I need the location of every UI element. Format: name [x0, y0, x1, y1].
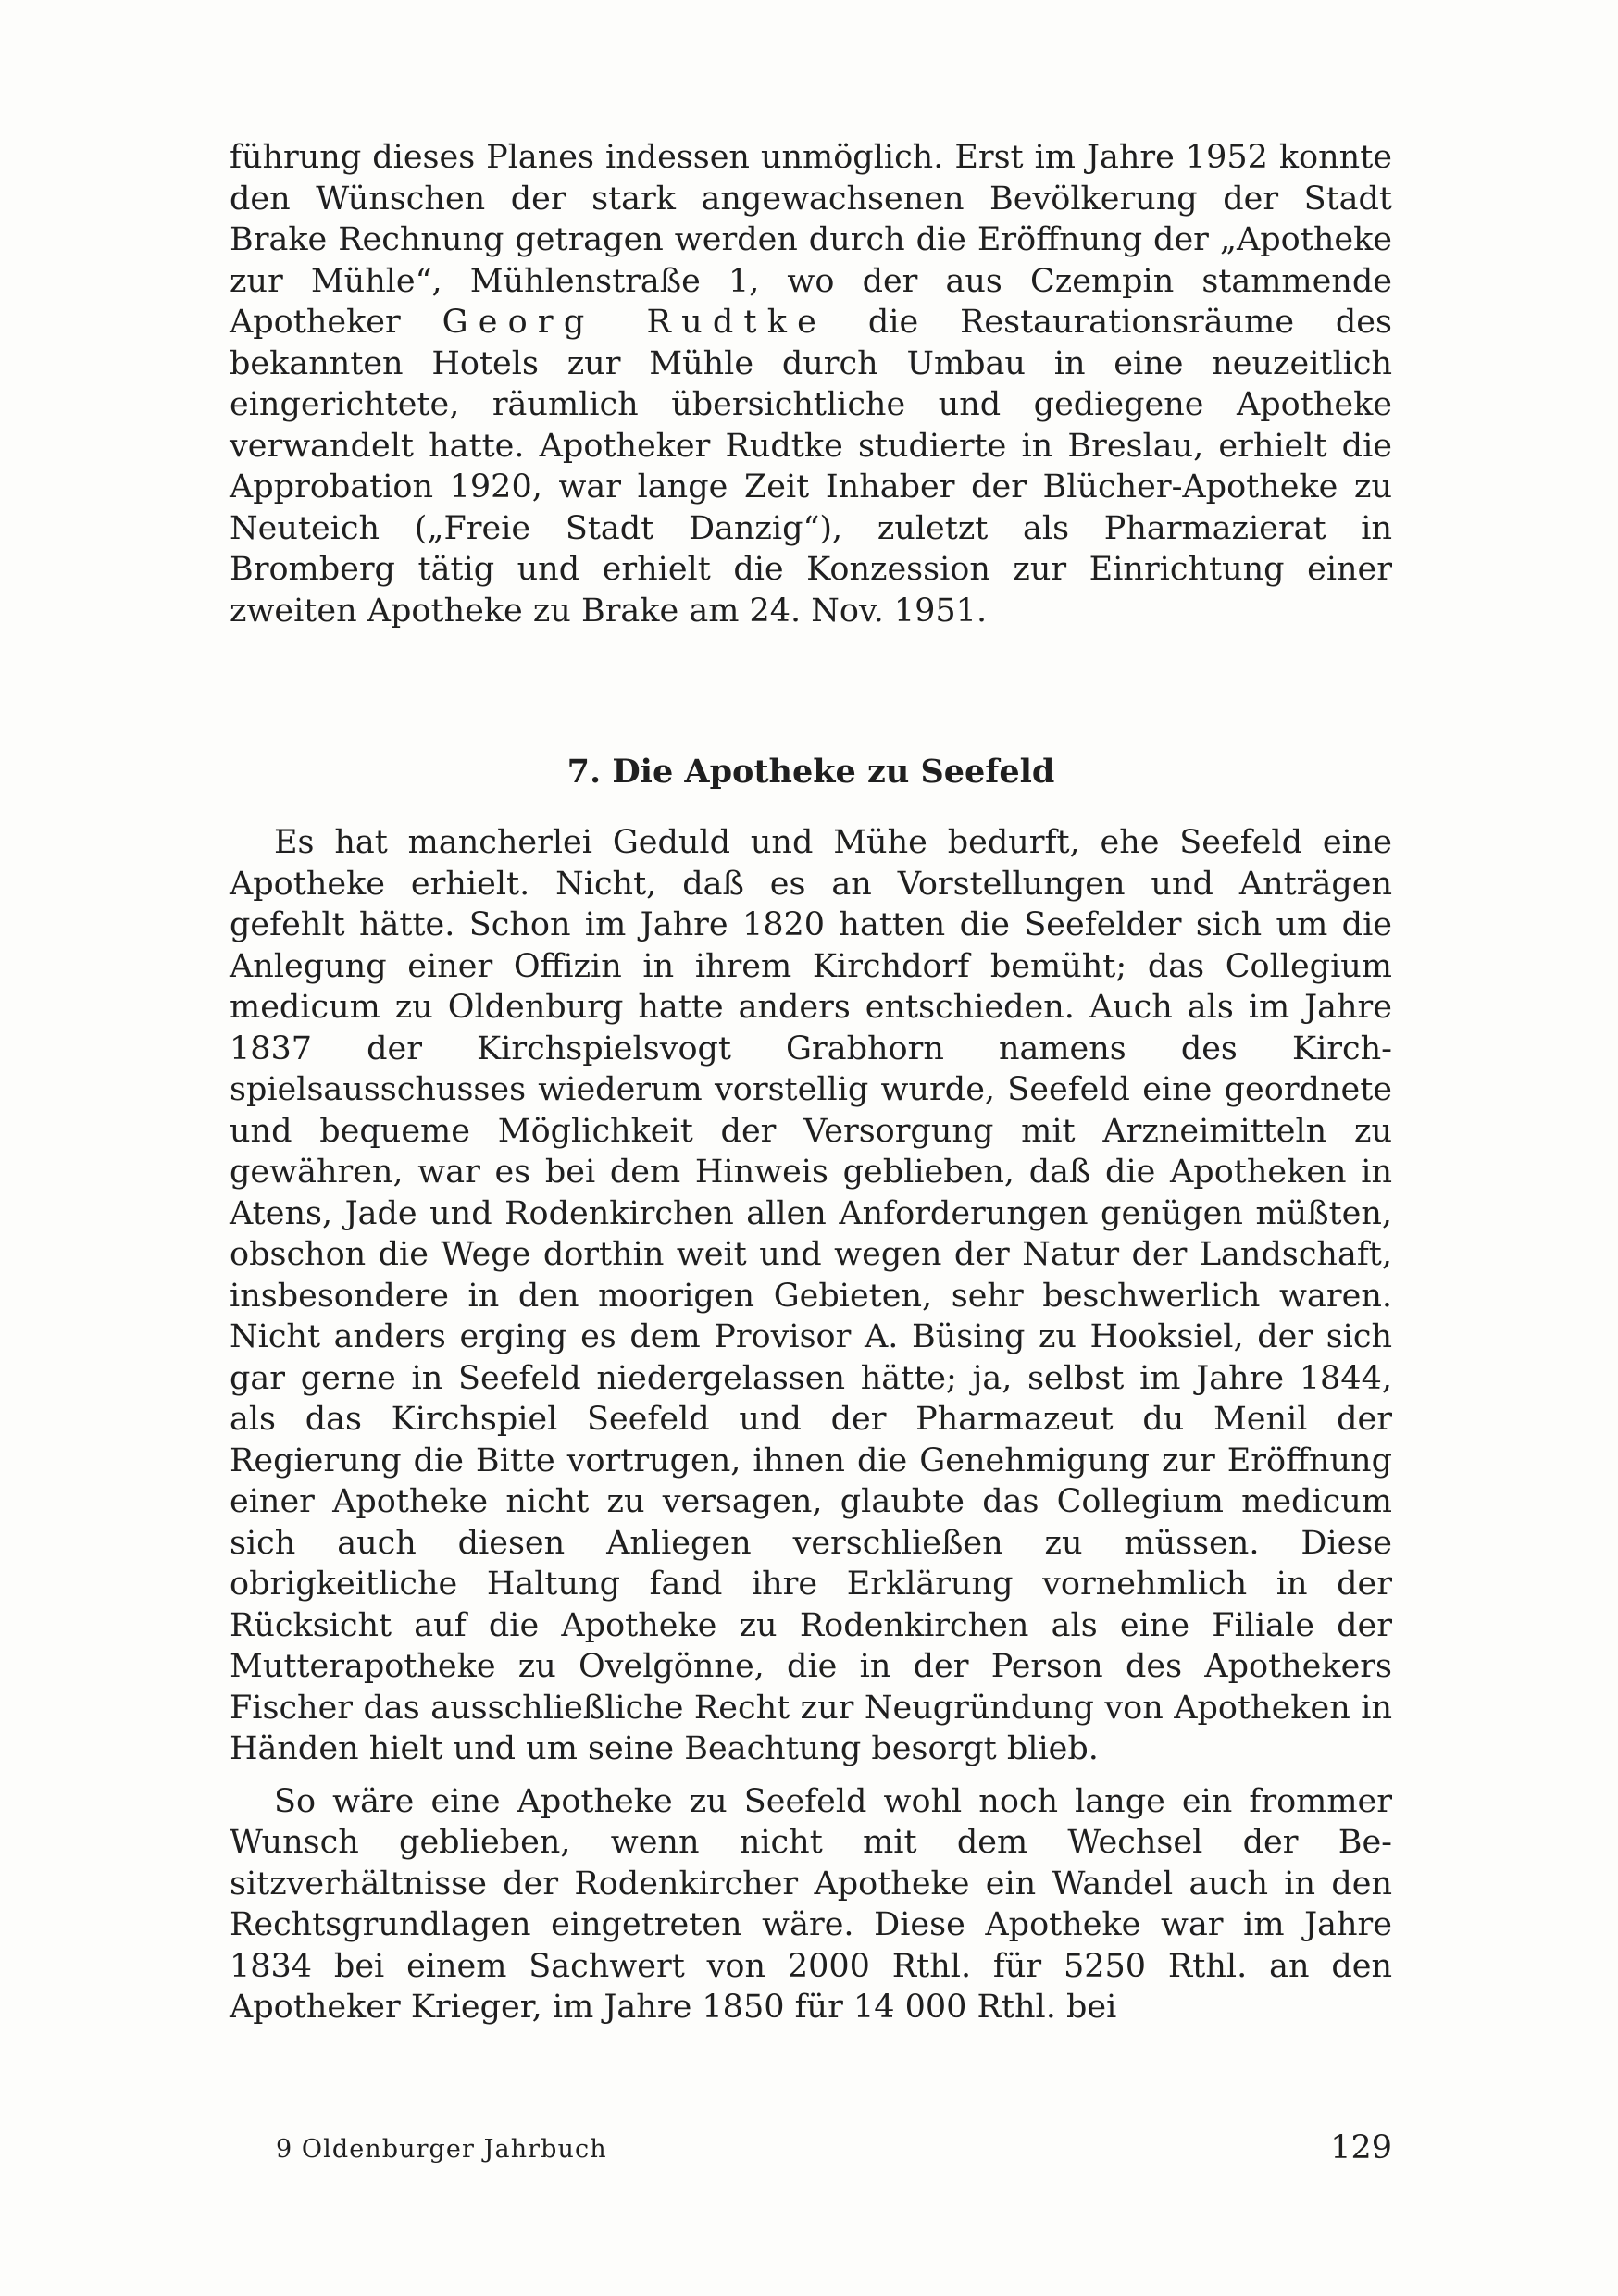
body-paragraph-2: So wäre eine Apotheke zu Seefeld wohl noch lange ein frommer Wunsch geblieben, wenn nicht mit dem Wechsel der Besitzverhältnisse der Rodenkircher Apotheke ein Wandel auch in den Rechtsgrundlagen eingetreten wäre. Diese Apotheke war im Jahre 1834 bei einem Sachwert von 2000 Rthl. für 5250 Rthl. an den Apotheker Krieger, im Jahre 1850 für 14 000 Rthl. bei: [230, 1782, 1392, 2026]
spaced-person-name: Georg Rudtke: [442, 304, 828, 341]
page-footer: [230, 2129, 1392, 2170]
section-heading: 7. Die Apotheke zu Seefeld: [566, 753, 1055, 791]
body-paragraph-1: Es hat mancherlei Geduld und Mühe bedurft, ehe Seefeld eine Apotheke erhielt. Nicht, daß es an Vorstellungen und Anträgen gefehlt hätte. Schon im Jahre 1820 hatten die Seefelder sich um die Anlegung einer Offizin in ihrem Kirchdorf bemüht; das Collegium medicum zu Oldenburg hatte anders entschieden. Auch als im Jahre 1837 der Kirchspielsvogt Grabhorn namens des Kirchspielsausschusses wiederum vorstellig wurde, Seefeld eine geordnete und bequeme Möglichkeit der Versorgung mit Arzneimitteln zu gewähren, war es bei dem Hinweis geblieben, daß die Apotheken in Atens, Jade und Rodenkirchen allen Anforderungen genügen müßten, obschon die Wege dorthin weit und wegen der Natur der Landschaft, insbesondere in den moorigen Gebieten, sehr beschwerlich waren. Nicht anders erging es dem Provisor A. Büsing zu Hooksiel, der sich gar gerne in Seefeld niedergelassen hätte; ja, selbst im Jahre 1844, als das Kirchspiel Seefeld und der Pharmazeut du Menil der Regierung die Bitte vortrugen, ihnen die Genehmigung zur Eröffnung einer Apotheke nicht zu versagen, glaubte das Collegium medicum sich auch diesen Anliegen verschließen zu müssen. Diese obrigkeitliche Haltung fand ihre Erklärung vornehmlich in der Rücksicht auf die Apotheke zu Rodenkirchen als eine Filiale der Mutterapotheke zu Ovelgönne, die in der Person des Apothekers Fischer das ausschließliche Recht zur Neugründung von Apotheken in Händen hielt und um seine Beachtung besorgt blieb.: [230, 824, 1392, 1767]
continued-paragraph-block: [230, 137, 1392, 631]
sheet-signature: 9 Oldenburger Jahrbuch: [276, 2135, 607, 2164]
continued-text-start: führung dieses Planes indessen unmöglich. Erst im Jahre 1952 konnte den Wünschen der stark angewachsenen Bevölkerung der Stadt Brake Rechnung getragen werden durch die Eröffnung der „Apotheke zur Mühle“, Mühlenstraße 1, wo der aus Czempin stammende Apotheker: [230, 139, 1392, 341]
page-number: 129: [1330, 2129, 1392, 2166]
continued-text-end: die Restaurationsräume des bekannten Hotels zur Mühle durch Umbau in eine neuzeitlich eingerichtete, räumlich übersichtliche und gediegene Apotheke verwandelt hatte. Apotheker Rudtke studierte in Breslau, erhielt die Approbation 1920, war lange Zeit Inhaber der Blücher-Apotheke zu Neuteich („Freie Stadt Danzig“), zuletzt als Pharmazierat in Bromberg tätig und erhielt die Konzession zur Einrichtung einer zweiten Apotheke zu Brake am 24. Nov. 1951.: [230, 304, 1392, 630]
section-body: [230, 822, 1392, 2028]
continued-paragraph: [230, 137, 1392, 631]
